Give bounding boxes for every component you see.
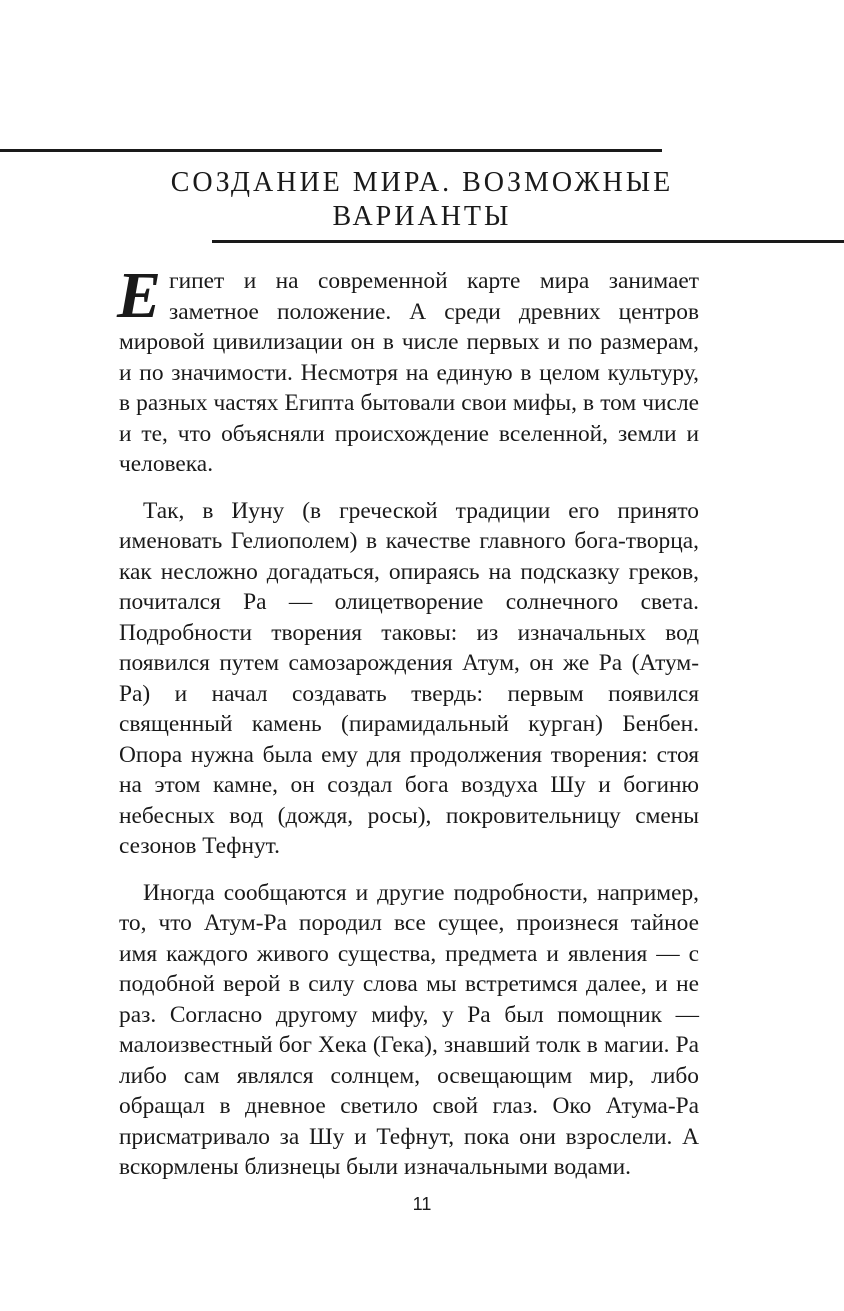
paragraph-1-text: гипет и на современной карте мира занимает заметное положение. А среди древних центров мировой цивилизации он в числе первых и по размерам, и по значимости. Несмотря на единую в целом культуру, в разных частях Египта бытовали свои мифы, в том числе и те, что объясняли происхождение вселенной, земли и человека. <box>119 268 699 477</box>
paragraph-3: Иногда сообщаются и другие подробности, например, то, что Атум-Ра породил все сущее, произнеся тайное имя каждого живого существа, предмета и явления — с подобной верой в силу слова мы встретимся далее, и не раз. Согласно другому мифу, у Ра был помощник — малоизвестный бог Хека (Гека), знавший толк в магии. Ра либо сам являлся солнцем, освещающим мир, либо обращал в дневное светило свой глаз. Око Атума-Ра присматривало за Шу и Тефнут, пока они взрослели. А вскормлены близнецы были изначальными водами. <box>119 879 699 1180</box>
paragraph-2: Так, в Иуну (в греческой традиции его принято именовать Гелиополем) в качестве главного бога-творца, как несложно догадаться, опираясь на подсказку греков, почитался Ра — олицетворение солнечного света. Подробности творения таковы: из изначальных вод появился путем самозарождения Атум, он же Ра (Атум-Ра) и начал создавать твердь: первым появился священный камень (пирамидальный курган) Бенбен. Опора нужна была ему для продолжения творения: стоя на этом камне, он создал бога воздуха Шу и богиню небесных вод (дождя, росы), покровительницу смены сезонов Тефнут. <box>119 497 699 859</box>
chapter-title-line-2: ВАРИАНТЫ <box>332 201 512 232</box>
page-number: 11 <box>412 1194 432 1214</box>
title-rule-bottom <box>212 240 844 243</box>
paragraph-1 <box>117 259 699 480</box>
body-text <box>117 259 699 1199</box>
drop-cap: Е <box>117 259 162 332</box>
chapter-title-line-1: СОЗДАНИЕ МИРА. ВОЗМОЖНЫЕ <box>170 167 674 198</box>
title-rule-top <box>0 149 662 152</box>
chapter-title <box>120 166 724 234</box>
